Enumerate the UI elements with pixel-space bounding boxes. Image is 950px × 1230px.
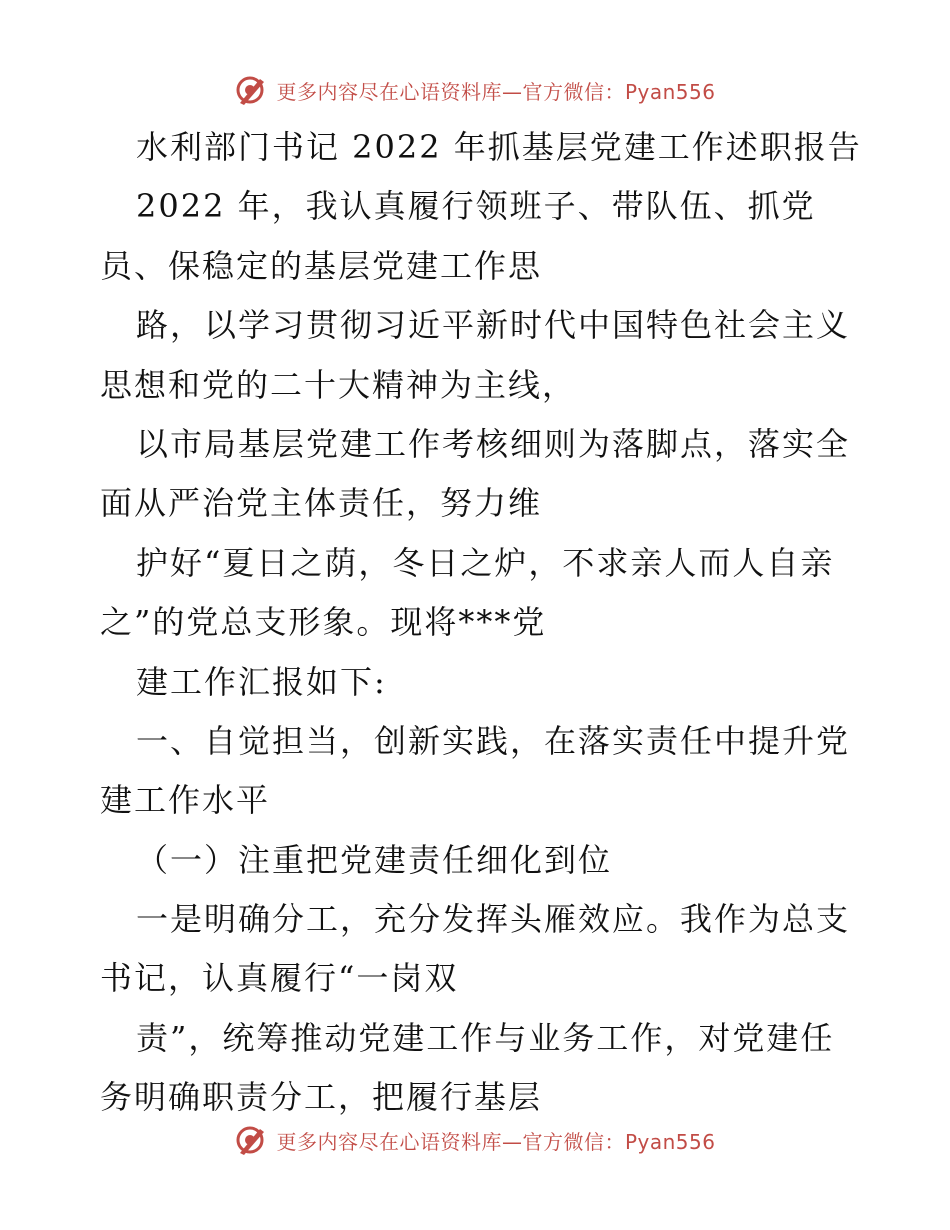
text-line: （一）注重把党建责任细化到位 <box>136 840 613 879</box>
text-line: 水利部门书记 2022 年抓基层党建工作述职报告 <box>136 128 862 166</box>
watermark-text: 更多内容尽在心语资料库—官方微信：Pyan556 <box>276 79 716 104</box>
text-line: 责”，统筹推动党建工作与业务工作，对党建任 <box>136 1018 835 1057</box>
watermark-text: 更多内容尽在心语资料库—官方微信：Pyan556 <box>276 1129 716 1154</box>
text-line: 路，以学习贯彻习近平新时代中国特色社会主义 <box>136 306 851 345</box>
text-line: 思想和党的二十大精神为主线， <box>100 365 577 404</box>
text-line: 以市局基层党建工作考核细则为落脚点，落实全 <box>136 424 851 463</box>
pen-logo-icon <box>234 1123 268 1157</box>
text-line: 面从严治党主体责任，努力维 <box>100 484 543 523</box>
text-line: 一是明确分工，充分发挥头雁效应。我作为总支 <box>136 900 851 939</box>
text-line: 建工作汇报如下: <box>136 662 387 701</box>
text-line: 建工作水平 <box>100 781 271 820</box>
text-line: 书记，认真履行“一岗双 <box>100 959 459 998</box>
text-line: 一、自觉担当，创新实践，在落实责任中提升党 <box>136 721 851 760</box>
text-line: 之”的党总支形象。现将***党 <box>100 603 547 642</box>
pen-logo-icon <box>234 73 268 107</box>
text-line: 务明确职责分工，把履行基层 <box>100 1078 543 1117</box>
text-line: 护好“夏日之荫，冬日之炉，不求亲人而人自亲 <box>136 543 835 582</box>
watermark-footer <box>0 1122 950 1158</box>
text-line: 员、保稳定的基层党建工作思 <box>100 246 543 285</box>
document-body <box>100 118 860 1128</box>
text-line: 2022 年，我认真履行领班子、带队伍、抓党 <box>136 187 816 226</box>
watermark-header <box>0 72 950 108</box>
